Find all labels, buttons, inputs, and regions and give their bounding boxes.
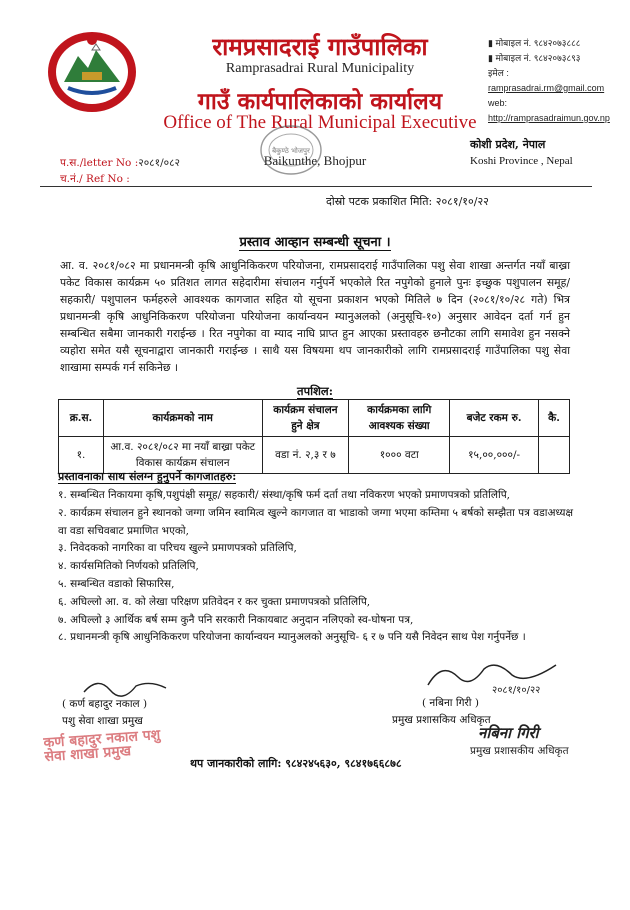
office-location: Baikunthe, Bhojpur [263, 153, 367, 168]
web-label: web: [488, 98, 508, 108]
col-budget: बजेट रकम रु. [450, 400, 539, 437]
mobile-1: ९८४२०७३८८८ [533, 38, 581, 48]
nepali-office-name: गाउँ कार्यपालिकाको कार्यालय [197, 88, 443, 115]
email-label: इमेल : [488, 68, 509, 78]
province-nepali: कोशी प्रदेश, नेपाल [470, 138, 546, 151]
right-signer-title: प्रमुख प्रशासकिय अधिकृत [392, 714, 491, 726]
cell-budget: १५,००,०००/- [450, 437, 539, 474]
cell-quantity: १००० वटा [349, 437, 450, 474]
letter-no-value: २०८१/०८२ [138, 157, 181, 169]
notice-paragraph: आ. व. २०८१/०८२ मा प्रधानमन्त्री कृषि आधुनिकिकरण परियोजना, रामप्रसादराई गाउँपालिका पशु सेवा शाखा अन्तर्गत नयाँ बाख्रा पकेट विकास कार्यक्रम ५० प्रतिशत लागत सहेदारीमा संचालन गर्नुपर्ने भएकोले रित नपुगेको हुनाले पुनः इच्छुक पशुपालन समूह/ सहकारी/ पशुपालन फर्महरुले आवश्यक कागजात सहित यो सूचना प्रकाशन भएको मितिले ७ दिन (२०८१/१०/२८ गते) भित्र प्रधानमन्त्री कृषि आधुनिकिकरण परियोजना परियोजना कार्यान्वयन म्यानुअलको (अनुसूचि-१०) अनुसार आवेदन दर्ता गर्न हुन सम्बन्धित सबैमा जानकारी गराईन्छ । रित नपुगेका वा म्याद नाघि प्राप्त हुन आएका प्रस्तावहरु छनौटका लागि समावेश हुन नसक्ने व्यहोरा समेत यसै सूचनाद्वारा जानकारी गराईन्छ । साथै यस विषयमा थप जानकारीको लागि रामप्रसादराई गाउँपालिका पशु सेवा शाखामा सम्पर्क गर्न सकिनेछ । [60, 259, 570, 374]
letter-no-label: प.स./letter No : [60, 157, 139, 169]
cell-remarks [539, 437, 570, 474]
right-signature-icon [422, 655, 562, 697]
col-program-name: कार्यक्रमको नाम [103, 400, 262, 437]
header-divider [40, 186, 592, 187]
col-area: कार्यक्रम संचालन हुने क्षेत्र [262, 400, 349, 437]
reference-block [60, 155, 180, 187]
right-stamp-title: प्रमुख प्रशासकीय अधिकृत [470, 745, 569, 757]
left-signer-title: पशु सेवा शाखा प्रमुख [62, 715, 143, 727]
ref-no-label: च.नं./ Ref No : [60, 173, 130, 185]
english-municipality-name: Ramprasadrai Rural Municipality [225, 61, 415, 76]
contact-block: ▮ मोबाइल नं. ९८४२०७३८८८ ▮ मोबाइल नं. ९८४२०७३८९३ इमेल :ramprasadrai.rm@gmail.com web:http://ramprasadraimun.gov.np [488, 38, 610, 123]
right-signature-block [392, 695, 491, 729]
cell-area: वडा नं. २,३ र ७ [262, 437, 349, 474]
annex-heading: प्रस्तावनाका साथ संलग्न हुनुपर्ने कागजातहरु: [58, 470, 237, 483]
footer-contact: थप जानकारीको लागि: ९८४२४५६३०, ९८४१७६६८७८ [190, 757, 402, 770]
signature-date: २०८१/१०/२२ [492, 685, 541, 696]
col-quantity: कार्यक्रमका लागि आवश्यक संख्या [349, 400, 450, 437]
nepal-emblem-icon [44, 26, 140, 116]
table-row [59, 437, 570, 474]
seal-text: बैकुण्ठे भोजपुर [272, 147, 310, 155]
col-remarks: कै. [539, 400, 570, 437]
left-signature-block [62, 696, 147, 730]
phone-icon: ▮ [488, 53, 493, 63]
mobile-2: ९८४२०७३८९३ [533, 53, 581, 63]
list-item: ८. प्रधानमन्त्री कृषि आधुनिकिकरण परियोजना कार्यान्वयन म्यानुअलको अनुसूचि- ६ र ७ पनि यसै निवेदन साथ पेश गर्नुपर्नेछ । [58, 631, 526, 644]
left-signer-name: ( कर्ण बहादुर नकाल ) [62, 698, 148, 710]
cell-sn: १. [59, 437, 104, 474]
publish-date: दोस्रो पटक प्रकाशित मिति: २०८१/१०/२२ [326, 195, 489, 208]
list-item: ४. कार्यसमितिको निर्णयको प्रतिलिपि, [58, 560, 199, 573]
website-link[interactable]: http://ramprasadraimun.gov.np [488, 113, 610, 123]
list-item: ३. निवेदकको नागरिका वा परिचय खुल्ने प्रमाणपत्रको प्रतिलिपि, [58, 542, 297, 555]
right-signer-name: ( नबिना गिरी ) [422, 697, 479, 709]
table-caption: तपशिल: [297, 384, 333, 398]
col-sn: क्र.स. [59, 400, 104, 437]
english-office-name: Office of The Rural Municipal Executive [163, 112, 477, 133]
list-item: १. सम्बन्धित निकायमा कृषि,पशुपंक्षी समूह/ सहकारी/ संस्था/कृषि फर्म दर्ता तथा नविकरण भएको प्रमाणपत्रको प्रतिलिपि, [58, 489, 510, 501]
annex-list [58, 487, 578, 647]
notice-title: प्रस्ताव आव्हान सम्बन्धी सूचना । [239, 235, 391, 250]
list-item: ७. अघिल्लो ३ आर्थिक बर्ष सम्म कुनै पनि सरकारी निकायबाट अनुदान नलिएको स्व-घोषना पत्र, [58, 613, 414, 626]
phone-icon: ▮ [488, 38, 493, 48]
list-item: ६. अघिल्लो आ. व. को लेखा परिक्षण प्रतिवेदन र कर चुक्ता प्रमाणपत्रको प्रतिलिपि, [58, 595, 371, 608]
list-item: ५. सम्बन्धित वडाको सिफारिस, [58, 577, 175, 590]
left-stamp: कर्ण बहादुर नकाल पशु सेवा शाखा प्रमुख [43, 727, 161, 766]
email-link[interactable]: ramprasadrai.rm@gmail.com [488, 83, 605, 93]
right-stamp-name: नबिना गिरी [478, 724, 539, 742]
office-seal-icon [256, 122, 326, 178]
nepali-municipality-name: रामप्रसादराई गाउँपालिका [212, 32, 428, 61]
province-block [470, 136, 573, 170]
program-table [58, 399, 570, 474]
province-english: Koshi Province , Nepal [470, 155, 573, 167]
list-item: २. कार्यक्रम संचालन हुने स्थानको जग्गा जमिन स्वामित्व खुल्ने कागजात वा भाडाको जग्गा भएमा कम्तिमा ५ बर्षको सम्झैता पत्र वडाअध्यक्ष वा वडा सचिवबाट प्रमाणित भएको, [58, 506, 574, 537]
cell-program-name: आ.व. २०८१/०८२ मा नयाँ बाख्रा पकेट विकास कार्यक्रम संचालन [103, 437, 262, 474]
table-header-row [59, 400, 570, 437]
